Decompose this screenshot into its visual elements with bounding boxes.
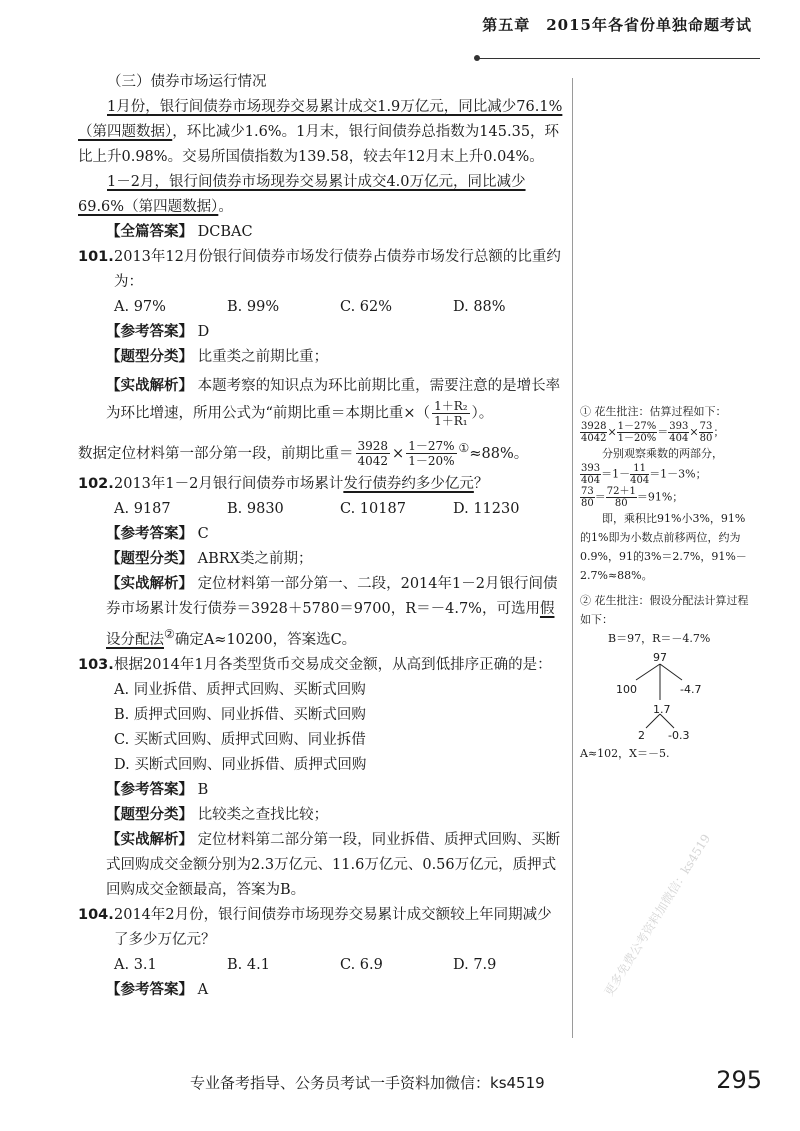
fraction-numerator: 73 <box>699 421 713 432</box>
footer-text: 专业备考指导、公务员考试一手资料加微信：ks4519 <box>190 1074 545 1092</box>
answer-label: 【参考答案】 <box>106 324 193 340</box>
page-number: 295 <box>716 1066 762 1094</box>
sidenote-1-text: 分别观察乘数的两部分， <box>602 447 723 460</box>
option-a: A. 97% <box>114 299 166 315</box>
type-value: 比重类之前期比重； <box>197 349 329 365</box>
question-number: 103. <box>78 657 114 674</box>
option-d: D. 7.9 <box>453 957 497 974</box>
fraction-denominator: 80 <box>699 433 713 444</box>
fraction <box>406 439 456 468</box>
type-101 <box>78 345 566 370</box>
option-b: B. 99% <box>227 299 280 315</box>
type-value: ABRX类之前期； <box>197 551 313 568</box>
answer-101 <box>78 320 566 345</box>
analysis-text: 数据定位材料第一部分第一段，前期比重＝ <box>78 445 354 462</box>
fraction <box>668 421 689 444</box>
option-b: B. 9830 <box>227 501 284 518</box>
options-103 <box>78 678 566 778</box>
question-text-part: 2013年1－2月银行间债券市场累计 <box>114 476 344 493</box>
fraction <box>630 463 649 486</box>
question-103 <box>78 653 566 678</box>
fraction-denominator: 80 <box>581 498 594 509</box>
fraction <box>699 421 714 444</box>
answer-value: B <box>197 782 209 799</box>
fraction-denominator: 404 <box>669 433 689 444</box>
times-sign: × <box>392 445 405 462</box>
type-label: 【题型分类】 <box>106 349 193 365</box>
type-102 <box>78 547 566 572</box>
tree-node: 100 <box>616 683 637 696</box>
question-102 <box>78 472 566 497</box>
page-footer <box>0 1066 800 1106</box>
note-text: ； <box>713 425 725 439</box>
question-104 <box>78 903 566 953</box>
fraction <box>432 399 469 428</box>
options-101 <box>78 295 566 320</box>
page-header <box>0 0 800 58</box>
answer-104 <box>78 978 566 1003</box>
option-b: B. 4.1 <box>227 957 270 974</box>
fraction-numerator: 393 <box>669 421 689 432</box>
question-number: 102. <box>78 476 114 493</box>
options-102 <box>78 497 566 522</box>
fraction-numerator: 3928 <box>357 439 389 454</box>
sidenote-1-formula: $\frac{73}{80}$ ＝ $\frac{72+1}{80}$ ＝91%； <box>581 486 684 509</box>
fraction <box>617 421 658 444</box>
question-text <box>114 472 566 497</box>
answer-label: 【参考答案】 <box>106 782 193 799</box>
fraction-numerator: 3928 <box>581 421 607 432</box>
option-d: D. 88% <box>453 299 506 315</box>
sidenote-1-text: 即，乘积比91%小3%，91%的1%即为小数点前移两位，约为0.9%，91的3%＝2.7%，91%－2.7%≈88%。 <box>580 512 747 582</box>
fraction <box>580 463 601 486</box>
tree-node: 2 <box>638 729 645 742</box>
note-text: ＝1－3%； <box>649 467 707 481</box>
allocation-tree-diagram <box>580 648 750 742</box>
note-text: ＝91%； <box>636 490 684 504</box>
option-a: A. 3.1 <box>114 957 157 974</box>
chapter-title: 第五章 2015年各省份单独命题考试 <box>482 16 752 34</box>
analysis-text: ≈88%。 <box>469 445 529 462</box>
analysis-103 <box>78 828 566 903</box>
fraction-denominator: 4042 <box>357 454 389 469</box>
paragraph-text: 。 <box>218 199 233 215</box>
sidenote-2-title: ② 花生批注：假设分配法计算过程如下： <box>580 594 749 626</box>
analysis-text: 确定A≈10200，答案选C。 <box>174 632 357 649</box>
analysis-102 <box>78 572 566 653</box>
answer-102 <box>78 522 566 547</box>
highlight-text: 1－2月，银行间债券市场现券交易累计成交4.0万亿元，同比减少69.6%（第四题数据） <box>78 174 526 215</box>
analysis-label: 【实战解析】 <box>106 378 193 394</box>
option-d: D. 买断式回购、同业拆借、质押式回购 <box>114 757 367 774</box>
analysis-label: 【实战解析】 <box>106 832 193 849</box>
paragraph-2 <box>78 170 566 220</box>
fraction-denominator: 1－20% <box>408 454 455 469</box>
full-answer-value: DCBAC <box>197 224 253 240</box>
watermark: 更多免费公考资料加微信：ks4519 <box>601 831 714 999</box>
option-d: D. 11230 <box>453 501 520 518</box>
footnote-mark: ② <box>164 627 175 642</box>
section-heading: （三）债券市场运行情况 <box>107 74 267 90</box>
sidenote-2-text: B＝97，R＝－4.7% <box>608 632 711 645</box>
sidenote-1-formula: $\frac{3928}{4042}$ × $\frac{1-27\%}{1-20\%}$ ＝ $\frac{393}{404}$ × $\frac{73}{80}$ ； <box>581 421 725 444</box>
header-rule <box>478 58 760 59</box>
question-text: 2013年12月份银行间债券市场发行债券占债券市场发行总额的比重约为： <box>114 249 561 290</box>
sidenote-1-formula <box>580 463 750 486</box>
type-value: 比较类之查找比较； <box>197 807 329 824</box>
fraction <box>356 439 391 468</box>
fraction <box>580 421 607 444</box>
analysis-101-formula <box>78 432 566 472</box>
analysis-text: 定位材料第二部分第一段，同业拆借、质押式回购、买断式回购成交金额分别为2.3万亿元、11.6万亿元、0.56万亿元，质押式回购成交金额最高，答案为B。 <box>106 832 561 899</box>
paragraph-text: ，环比减少1.6%。1月末，银行间债券总指数为145.35，环比上升0.98%。交易所国债指数为139.58，较去年12月末上升0.04%。 <box>78 124 560 165</box>
question-text-part: ？ <box>473 476 489 493</box>
highlight-text: 发行债券约多少亿元 <box>343 476 474 493</box>
fraction-numerator: 1－27% <box>408 439 455 454</box>
option-c: C. 买断式回购、质押式回购、同业拆借 <box>114 732 366 749</box>
analysis-label: 【实战解析】 <box>106 576 193 593</box>
fraction-denominator: 1＋R₁ <box>434 414 468 428</box>
tree-node: -0.3 <box>668 729 690 742</box>
footnote-mark: ① <box>458 441 470 455</box>
fraction-numerator: 11 <box>630 463 649 475</box>
tree-node: -4.7 <box>680 683 702 696</box>
full-answer <box>78 220 566 245</box>
question-number: 104. <box>78 907 114 924</box>
analysis-text: ）。 <box>471 405 494 422</box>
note-text: ＝1－ <box>601 467 631 481</box>
question-number: 101. <box>78 249 114 265</box>
question-text: 2014年2月份，银行间债券市场现券交易累计成交额较上年同期减少了多少万亿元？ <box>114 907 552 949</box>
fraction <box>606 486 637 509</box>
fraction-numerator: 1－27% <box>617 421 657 432</box>
fraction-numerator: 393 <box>581 463 601 474</box>
answer-value: D <box>197 324 210 340</box>
fraction-denominator: 80 <box>614 498 628 509</box>
question-text: 根据2014年1月各类型货币交易成交金额，从高到低排序正确的是： <box>114 657 552 674</box>
fraction-denominator: 404 <box>581 475 601 486</box>
type-label: 【题型分类】 <box>106 551 193 568</box>
fraction-numerator: 1＋R₂ <box>434 399 468 413</box>
options-104 <box>78 953 566 978</box>
analysis-text: 本题考察的知识点为环比前期比重，需要注意的是增长率为环比增速，所用公式为“前期比重＝本期比重×（ <box>106 378 561 422</box>
tree-node: 97 <box>653 651 667 664</box>
full-answer-label: 【全篇答案】 <box>106 224 193 240</box>
sidenote-2-result: A≈102，X＝－5. <box>580 747 670 760</box>
highlight-text: 1月份，银行间债券市场现券交易累计成交1.9万亿元，同比减少76.1%（第四题数据） <box>78 99 563 140</box>
option-c: C. 62% <box>340 299 393 315</box>
analysis-text: 定位材料第一部分第一、二段，2014年1－2月银行间债券市场累计发行债券＝3928＋5780＝9700，R＝－4.7%，可选用 <box>106 576 558 618</box>
fraction-denominator: 404 <box>630 475 650 486</box>
equals-sign: ＝ <box>657 425 669 439</box>
answer-value: A <box>197 982 209 999</box>
highlight-text: 假设分配法 <box>106 601 555 649</box>
option-a: A. 9187 <box>114 501 171 518</box>
fraction <box>580 486 595 509</box>
type-103 <box>78 803 566 828</box>
fraction-numerator: 72＋1 <box>606 486 636 497</box>
option-a: A. 同业拆借、质押式回购、买断式回购 <box>114 682 366 699</box>
answer-label: 【参考答案】 <box>106 982 193 999</box>
answer-label: 【参考答案】 <box>106 526 193 543</box>
fraction-denominator: 1－20% <box>617 433 657 444</box>
sidenote-divider <box>572 78 573 1038</box>
question-101 <box>78 245 566 295</box>
fraction-denominator: 4042 <box>581 433 607 444</box>
option-c: C. 10187 <box>340 501 406 518</box>
option-b: B. 质押式回购、同业拆借、买断式回购 <box>114 707 366 724</box>
answer-103 <box>78 778 566 803</box>
type-label: 【题型分类】 <box>106 807 193 824</box>
tree-node: 1.7 <box>653 703 671 716</box>
sidenote-1-title: ① 花生批注：估算过程如下： <box>580 405 727 418</box>
answer-value: C <box>197 526 209 543</box>
option-c: C. 6.9 <box>340 957 383 974</box>
paragraph-1 <box>78 95 566 170</box>
main-content <box>78 70 566 1003</box>
fraction-numerator: 73 <box>581 486 594 497</box>
sidenotes <box>580 402 750 763</box>
analysis-101 <box>78 370 566 432</box>
